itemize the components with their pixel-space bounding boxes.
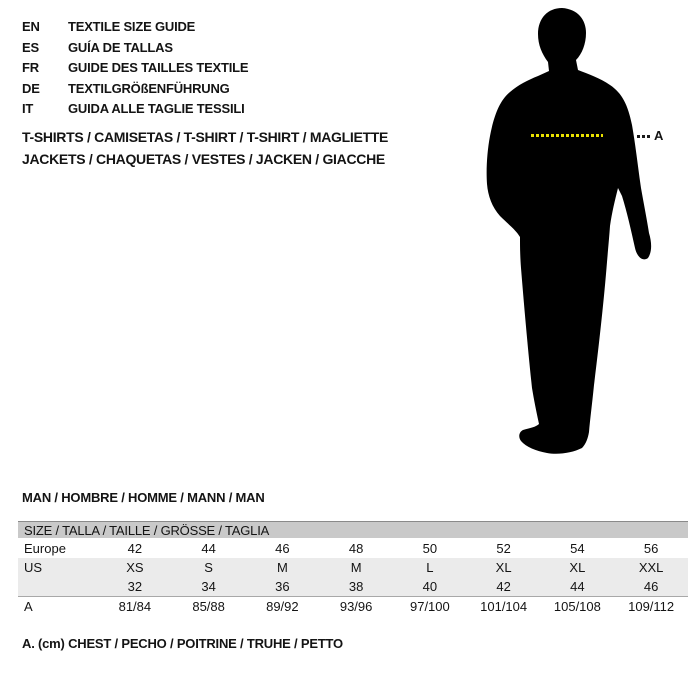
cell: 36 [275, 579, 290, 594]
language-label: TEXTILE SIZE GUIDE [68, 19, 196, 34]
cell: XXL [638, 560, 664, 575]
cell: 40 [422, 579, 438, 594]
cell: 46 [643, 579, 659, 594]
cell: 44 [201, 540, 216, 556]
measure-label-a: A [654, 128, 664, 143]
language-label: GUIDE DES TAILLES TEXTILE [68, 60, 249, 75]
cell: L [426, 560, 434, 575]
chest-measure-dotted-line [531, 134, 603, 137]
cell: 42 [496, 579, 511, 594]
cell: 101/104 [480, 598, 528, 614]
cell: XL [495, 560, 512, 575]
category-line-jackets: JACKETS / CHAQUETAS / VESTES / JACKEN / GIACCHE [22, 151, 385, 167]
cell: 44 [570, 579, 585, 594]
category-line-tshirts: T-SHIRTS / CAMISETAS / T-SHIRT / T-SHIRT / MAGLIETTE [22, 129, 389, 145]
cell: 34 [201, 579, 216, 594]
language-label: GUÍA DE TALLAS [68, 39, 173, 55]
language-code: DE [22, 80, 40, 96]
cell: M [350, 560, 362, 575]
cell: 93/96 [339, 598, 373, 614]
cell: 32 [127, 579, 143, 594]
cell: XS [126, 560, 144, 575]
row-label: Europe [24, 540, 66, 556]
cell: 46 [275, 540, 290, 556]
language-label: TEXTILGRÖßENFÜHRUNG [68, 80, 230, 96]
table-row-alt-sizes [18, 577, 688, 596]
section-title-man: MAN / HOMBRE / HOMME / MANN / MAN [22, 490, 265, 505]
cell: S [204, 560, 213, 575]
cell: 89/92 [266, 598, 299, 614]
language-code: ES [22, 39, 39, 55]
table-row-europe [18, 538, 688, 558]
row-label: US [24, 560, 43, 575]
cell: 97/100 [409, 598, 450, 614]
cell: 81/84 [118, 598, 152, 614]
cell: 42 [127, 540, 143, 556]
man-silhouette-path [487, 8, 652, 454]
language-label: GUIDA ALLE TAGLIE TESSILI [68, 101, 245, 116]
cell: 56 [643, 540, 659, 556]
language-code: FR [22, 60, 39, 75]
table-row-chest-a [18, 597, 688, 615]
measure-callout-dotted-line [637, 135, 651, 138]
chest-footnote: A. (cm) CHEST / PECHO / POITRINE / TRUHE / PETTO [22, 636, 343, 651]
cell: M [276, 560, 288, 575]
cell: 38 [348, 579, 364, 594]
size-table-header: SIZE / TALLA / TAILLE / GRÖSSE / TAGLIA [18, 521, 688, 538]
cell: 52 [496, 540, 511, 556]
cell: 50 [422, 540, 438, 556]
size-table [18, 521, 688, 615]
cell: 54 [570, 540, 585, 556]
language-code: EN [22, 19, 40, 34]
cell: XL [569, 560, 586, 575]
table-row-us [18, 558, 688, 577]
shaded-row-band [18, 558, 688, 597]
cell: 48 [348, 540, 364, 556]
cell: 85/88 [192, 598, 225, 614]
language-code: IT [22, 101, 34, 116]
row-label: A [24, 598, 33, 614]
cell: 105/108 [553, 598, 601, 614]
cell: 109/112 [628, 598, 675, 614]
